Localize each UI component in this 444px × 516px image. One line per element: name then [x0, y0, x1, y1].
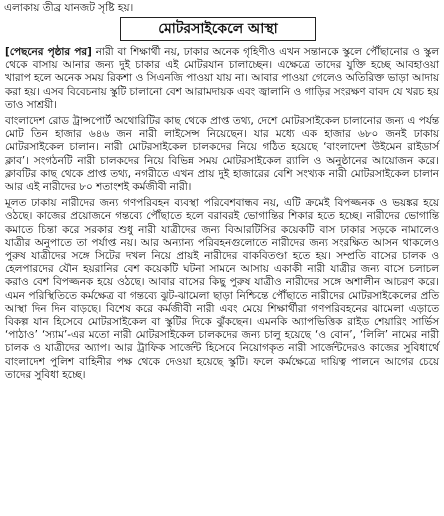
paragraph-2 — [5, 115, 439, 194]
paragraph-text: নারী বা শিক্ষার্থী নয়, ঢাকার অনেক গৃহিণীও এখন সন্তানকে স্কুলে পৌঁছানোর ও স্কুল থেকে বাসায় আনার জন্য দুই চাকার এই মোটরযান চালাচ্ছেন। এক্ষেত্রে তাদের যুক্তি হচ্ছে আবহাওয়া খারাপ হলে অনেক সময় রিকশা ও সিএনজি পাওয়া যায় না। আবার পাওয়া গেলেও অতিরিক্ত ভাড়া আদায় করা হয়। এসব বিবেচনায় স্কুটি চালানো বেশ আরামদায়ক এবং জ্বালানি ও গাড়ির সংরক্ষণ বাবদ যে খরচ হয় তাও সাশ্রয়ী। — [5, 46, 439, 111]
headline: মোটরসাইকেলে আস্থা — [120, 17, 316, 41]
paragraph-3 — [5, 197, 439, 382]
article-body — [5, 46, 439, 385]
paragraph-1 — [5, 46, 439, 112]
paragraph-text: মূলত ঢাকায় নারীদের জন্য গণপরিবহন ব্যবস্থা পরিবেশবান্ধব নয়, এটি ক্রমেই বিপজ্জনক ও ভয়ঙ্কর হয়ে ওঠছে। কাজের প্রয়োজনে গন্তব্যে পৌঁছাতে হলে বরাবরই ভোগান্তির শিকার হতে হচ্ছে। নারীদের ভোগান্তি কমাতে চিন্তা করে সরকার শুধু নারী যাত্রীদের জন্য বিআরটিসির কয়েকটি বাস ঢাকার সড়কে নামালেও যাত্রীর অনুপাতে তা পর্যাপ্ত নয়। আর অন্যান্য পরিবহনগুলোতে নারীদের জন্য সংরক্ষিত আসন থাকলেও পুরুষ যাত্রীদের সঙ্গে সিটের দখল নিয়ে প্রায়ই নারীদের বাকবিতণ্ডা হতে হয়। সম্প্রতি বাসের চালক ও হেলপারদের যৌন হয়রানির বেশ কয়েকটি ঘটনা সামনে আসায় একাকী নারী যাত্রীর জন্য বাসে চলাচল করাও বেশ বিপজ্জনক হয়ে ওঠছে। আবার বাসের কিছু পুরুষ যাত্রীও নারীদের সঙ্গে অশালীন আচরণ করে। এমন পরিস্থিতিতে কর্মক্ষেত্র বা গন্তব্যে ঝুট-ঝামেলা ছাড়া নিশ্চিন্তে পৌঁছাতে নারীদের মোটরসাইকেলের প্রতি আস্থা দিন দিন বাড়ছে। বিশেষ করে কর্মজীবী নারী এবং মেয়ে শিক্ষার্থীরা গণপরিবহনের ঝামেলা এড়াতে বিকল্প যান হিসেবে মোটরসাইকেল বা স্কুটির দিকে ঝুঁকছেন। এমনকি অ্যাপভিত্তিক রাইড শেয়ারিং সার্ভিস ‘পাঠাও’ ‘স্যাম’-এর মতো নারী মোটরসাইকেল চালকদের জন্য চালু হয়েছে ‘ও বোন’, ‘লিলি’ নামের নারী চালক ও যাত্রীদের অ্যাপ। আর ট্রাফিক সার্জেন্ট হিসেবে নিয়োগকৃত নারী সার্জেন্টদেরও কাজের সুবিধার্থে বাংলাদেশ পুলিশ বাহিনীর পক্ষ থেকে দেওয়া হয়েছে স্কুটি। ফলে কর্মক্ষেত্রে দায়িত্ব পালনে আগের চেয়ে তাদের সুবিধা হচ্ছে। — [5, 197, 439, 381]
paragraph-text: বাংলাদেশ রোড ট্রান্সপোর্ট অথোরিটির কাছ থেকে প্রাপ্ত তথ্য, দেশে মোটরসাইকেল চালানোর জন্য এ পর্যন্ত মোট তিন হাজার ৬৪৬ জন নারী লাইসেন্স নিয়েছেন। যার মধ্যে এক হাজার ৬৮০ জনই ঢাকায় মোটরসাইকেল চালান। নারী মোটরসাইকেল চালকদের নিয়ে গঠিত হয়েছে ‘বাংলাদেশ উইমেন রাইডার্স ক্লাব’। সংগঠনটি নারী চালকদের নিয়ে বিভিন্ন সময় মোটরসাইকেল র‌্যালি ও অনুষ্ঠানের আয়োজন করে। ক্লাবটির কাছ থেকে প্রাপ্ত তথ্য, নগরীতে এখন প্রায় দুই হাজারের বেশি সংখ্যক নারী মোটরসাইকেল চালান আর এই নারীদের ৮০ শতাংশই কর্মজীবী নারী। — [5, 115, 439, 194]
continuation-marker: [পেছনের পৃষ্ঠার পর] — [5, 46, 92, 58]
previous-article-ending: এলাকায় তীব্র যানজট সৃষ্টি হয়। — [4, 2, 134, 14]
